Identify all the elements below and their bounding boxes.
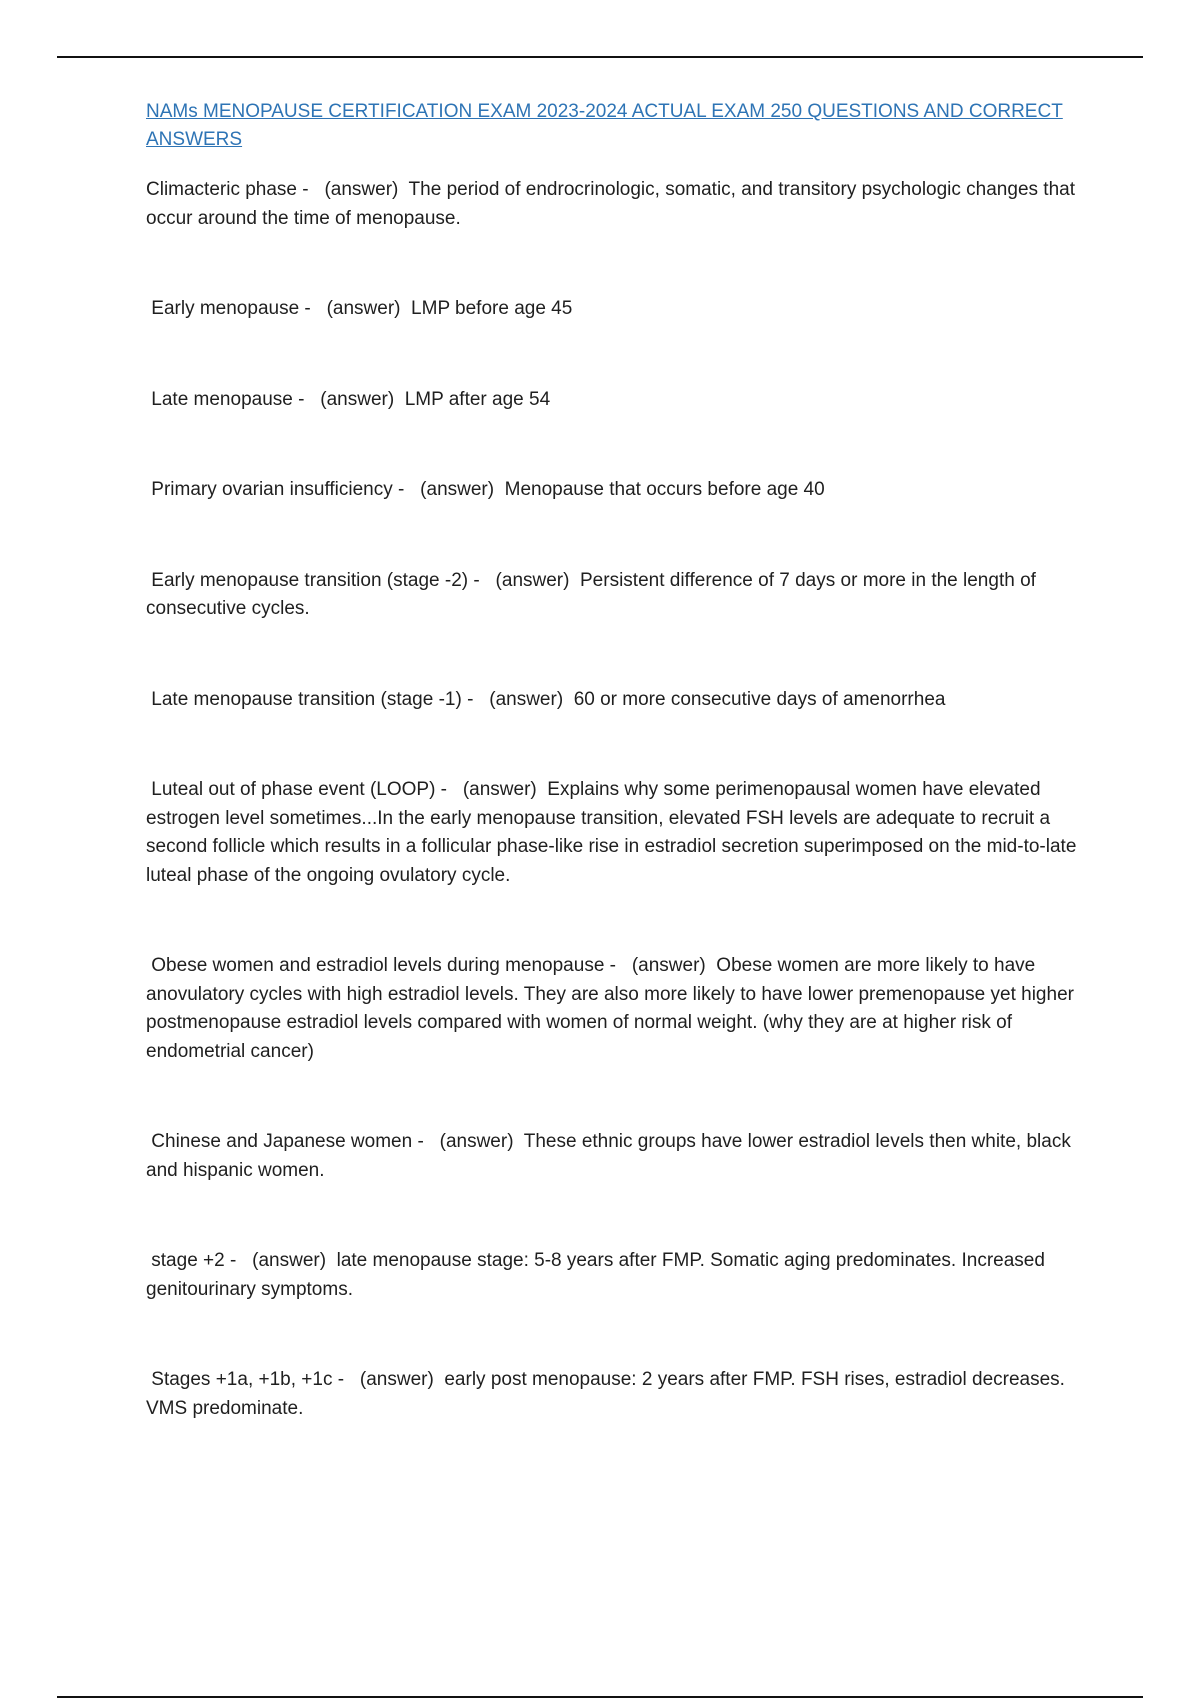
qa-entry: Luteal out of phase event (LOOP) - (answer) Explains why some perimenopausal women have elevated estrogen level sometimes...In the early menopause transition, elevated FSH levels are adequate to recruit a second follicle which results in a follicular phase-like rise in estradiol secretion superimposed on the mid-to-late luteal phase of the ongoing ovulatory cycle. [146,779,1082,886]
qa-entry: Early menopause transition (stage -2) - (answer) Persistent difference of 7 days or more in the length of consecutive cycles. [146,569,1042,619]
qa-entry: Obese women and estradiol levels during menopause - (answer) Obese women are more likely to have anovulatory cycles with high estradiol levels. They are also more likely to have lower premenopause yet higher postmenopause estradiol levels compared with women of normal weight. (why they are at higher risk of endometrial cancer) [146,955,1080,1062]
qa-entry: Late menopause transition (stage -1) - (answer) 60 or more consecutive days of amenorrhea [146,688,946,710]
qa-entry: Stages +1a, +1b, +1c - (answer) early post menopause: 2 years after FMP. FSH rises, estradiol decreases. VMS predominate. [146,1369,1071,1419]
document-title[interactable]: NAMs MENOPAUSE CERTIFICATION EXAM 2023-2024 ACTUAL EXAM 250 QUESTIONS AND CORRECT ANSWERS [146,101,1063,150]
footer-rule [57,1696,1143,1698]
qa-entry: Primary ovarian insufficiency - (answer) Menopause that occurs before age 40 [146,479,825,500]
qa-entry: Early menopause - (answer) LMP before age 45 [146,298,573,319]
qa-entry: stage +2 - (answer) late menopause stage: 5-8 years after FMP. Somatic aging predominates. Increased genitourinary symptoms. [146,1250,1051,1300]
qa-entry: Climacteric phase - (answer) The period of endrocrinologic, somatic, and transitory psychologic changes that occur around the time of menopause. [146,179,1081,229]
qa-entry: Late menopause - (answer) LMP after age 54 [146,388,551,410]
header-rule [57,56,1143,58]
qa-entry: Chinese and Japanese women - (answer) These ethnic groups have lower estradiol levels then white, black and hispanic women. [146,1131,1077,1181]
document-body [146,98,1096,1423]
